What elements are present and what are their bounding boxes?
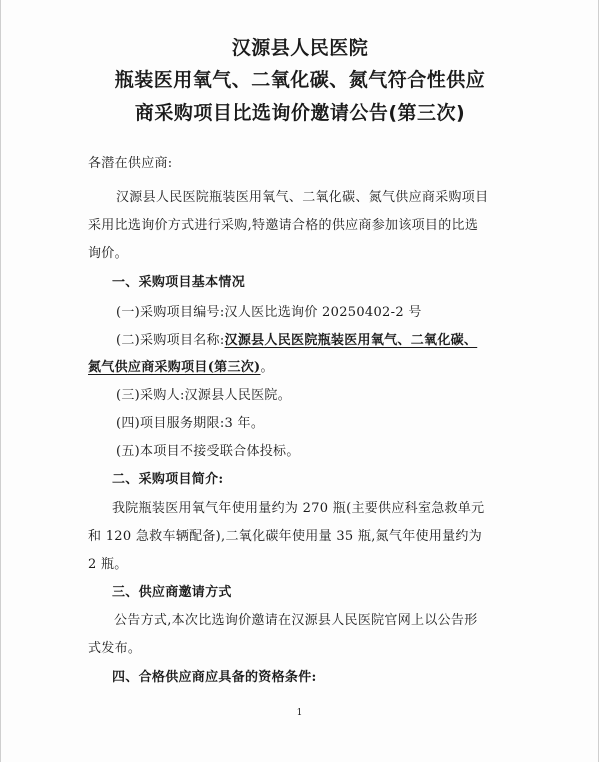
intro-line-1: 汉源县人民医院瓶装医用氧气、二氧化碳、氮气供应商采购项目 xyxy=(116,190,489,205)
item-2-prefix: (二)采购项目名称: xyxy=(116,333,225,348)
item-4: (四)项目服务期限:3 年。 xyxy=(116,416,265,431)
intro-line-3: 询价。 xyxy=(88,246,128,261)
title-line-1: 汉源县人民医院 xyxy=(231,37,369,59)
section-2-heading: 二、采购项目简介: xyxy=(112,472,224,487)
item-3: (三)采购人:汉源县人民医院。 xyxy=(116,388,292,403)
page-left-edge xyxy=(0,0,1,762)
item-2-cont xyxy=(88,356,274,375)
item-5: (五)本项目不接受联合体投标。 xyxy=(116,444,300,459)
description-line-1: 我院瓶装医用氧气年使用量约为 270 瓶(主要供应科室急救单元 xyxy=(112,501,485,516)
item-2-project-name-a: 汉源县人民医院瓶装医用氧气、二氧化碳、 xyxy=(224,333,478,348)
title-line-3: 商采购项目比选询价邀请公告(第三次) xyxy=(134,102,466,124)
invite-line-1: 公告方式,本次比选询价邀请在汉源县人民医院官网上以公告形 xyxy=(114,613,478,628)
item-2 xyxy=(116,329,477,348)
description-line-3: 2 瓶。 xyxy=(88,557,128,572)
description-line-2: 和 120 急救车辆配备),二氧化碳年使用量 35 瓶,氮气年使用量约为 xyxy=(88,529,483,544)
page-number: 1 xyxy=(296,708,303,718)
item-2-end: 。 xyxy=(260,360,274,375)
section-1-heading: 一、采购项目基本情况 xyxy=(112,275,246,290)
title-line-2: 瓶装医用氧气、二氧化碳、氮气符合性供应 xyxy=(114,69,486,91)
item-1: (一)采购项目编号:汉人医比选询价 20250402-2 号 xyxy=(116,305,422,320)
section-4-heading: 四、合格供应商应具备的资格条件: xyxy=(112,670,317,685)
intro-line-2: 采用比选询价方式进行采购,特邀请合格的供应商参加该项目的比选 xyxy=(88,218,479,233)
invite-line-2: 式发布。 xyxy=(88,641,142,656)
section-3-heading: 三、供应商邀请方式 xyxy=(112,585,232,600)
item-2-project-name-b: 氮气供应商采购项目(第三次) xyxy=(88,360,261,375)
greeting: 各潜在供应商: xyxy=(88,156,173,171)
